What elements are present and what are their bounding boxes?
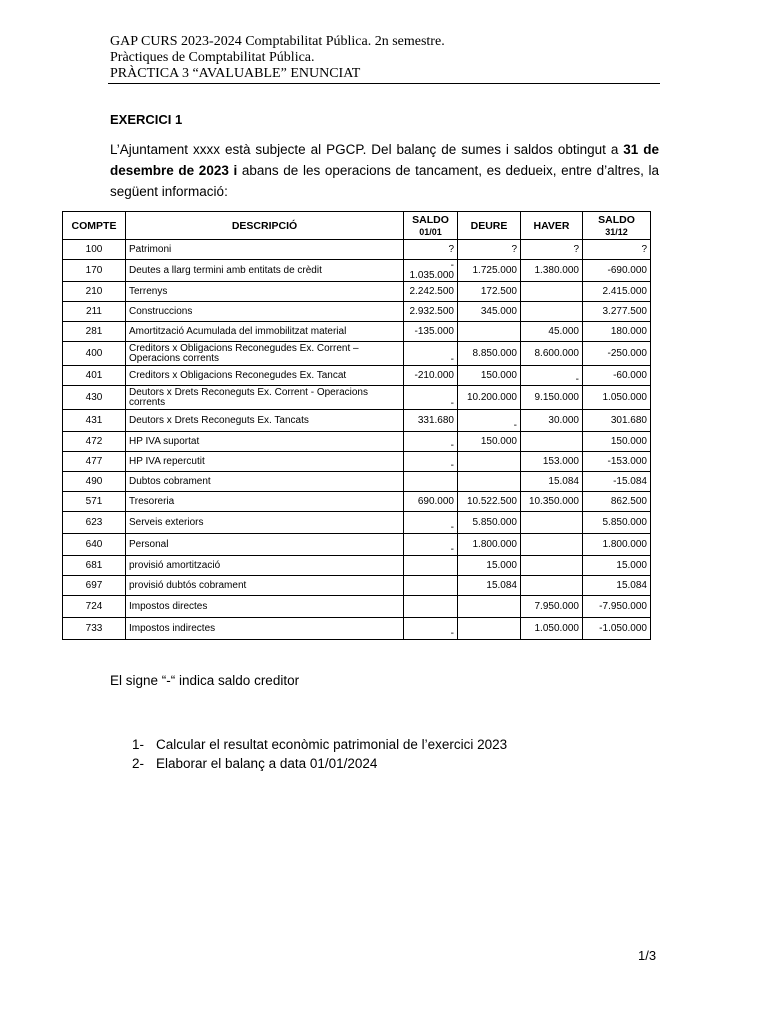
row-haver: 10.350.000 bbox=[521, 492, 583, 512]
row-compte: 472 bbox=[63, 432, 126, 452]
row-saldo-3112: -250.000 bbox=[583, 342, 651, 366]
row-saldo-3112: -60.000 bbox=[583, 366, 651, 386]
row-saldo-3112: 2.415.000 bbox=[583, 282, 651, 302]
row-saldo-0101: - bbox=[404, 342, 458, 366]
row-saldo-3112: 1.050.000 bbox=[583, 386, 651, 410]
table-row bbox=[63, 302, 651, 322]
row-saldo-3112: -153.000 bbox=[583, 452, 651, 472]
header-haver: HAVER bbox=[521, 212, 583, 240]
row-compte: 100 bbox=[63, 240, 126, 260]
row-haver: 30.000 bbox=[521, 410, 583, 432]
row-haver bbox=[521, 576, 583, 596]
row-deure: 5.850.000 bbox=[458, 512, 521, 534]
row-saldo-0101: - bbox=[404, 432, 458, 452]
row-compte: 490 bbox=[63, 472, 126, 492]
table-row bbox=[63, 240, 651, 260]
row-saldo-0101: - bbox=[404, 386, 458, 410]
row-saldo-3112: ? bbox=[583, 240, 651, 260]
row-compte: 623 bbox=[63, 512, 126, 534]
row-saldo-3112: -7.950.000 bbox=[583, 596, 651, 618]
row-haver bbox=[521, 282, 583, 302]
header-saldo-0101 bbox=[404, 212, 458, 240]
intro-paragraph bbox=[110, 139, 659, 202]
row-deure bbox=[458, 322, 521, 342]
header-deure: DEURE bbox=[458, 212, 521, 240]
row-saldo-0101: - bbox=[404, 512, 458, 534]
row-compte: 640 bbox=[63, 534, 126, 556]
row-deure: 345.000 bbox=[458, 302, 521, 322]
row-saldo-0101: 690.000 bbox=[404, 492, 458, 512]
table-row bbox=[63, 472, 651, 492]
table-body bbox=[63, 240, 651, 640]
task-number: 2- bbox=[132, 756, 145, 771]
table-row bbox=[63, 556, 651, 576]
row-compte: 430 bbox=[63, 386, 126, 410]
row-compte: 733 bbox=[63, 618, 126, 640]
sign-note: El signe “-“ indica saldo creditor bbox=[110, 673, 300, 688]
row-deure: 1.800.000 bbox=[458, 534, 521, 556]
row-saldo-3112: 150.000 bbox=[583, 432, 651, 452]
row-descripcio: Tresoreria bbox=[126, 492, 404, 512]
task-item bbox=[132, 735, 507, 754]
row-descripcio: Impostos indirectes bbox=[126, 618, 404, 640]
row-deure: 150.000 bbox=[458, 432, 521, 452]
row-compte: 170 bbox=[63, 260, 126, 282]
row-saldo-3112: -1.050.000 bbox=[583, 618, 651, 640]
header-subject-line: Pràctiques de Comptabilitat Pública. bbox=[110, 50, 315, 65]
table-header-row bbox=[63, 212, 651, 240]
table-row bbox=[63, 386, 651, 410]
page-number: 1/3 bbox=[638, 948, 657, 963]
row-compte: 571 bbox=[63, 492, 126, 512]
document-header bbox=[110, 34, 660, 82]
row-descripcio: Deutors x Drets Reconeguts Ex. Tancats bbox=[126, 410, 404, 432]
row-descripcio: Personal bbox=[126, 534, 404, 556]
row-descripcio: Terrenys bbox=[126, 282, 404, 302]
row-haver: 8.600.000 bbox=[521, 342, 583, 366]
row-deure: 150.000 bbox=[458, 366, 521, 386]
row-saldo-3112: 301.680 bbox=[583, 410, 651, 432]
row-saldo-3112: 1.800.000 bbox=[583, 534, 651, 556]
row-descripcio: Deutes a llarg termini amb entitats de crèdit bbox=[126, 260, 404, 282]
task-text: Elaborar el balanç a data 01/01/2024 bbox=[156, 756, 378, 771]
row-descripcio: Deutors x Drets Reconeguts Ex. Corrent - Operacions corrents bbox=[126, 386, 404, 410]
row-descripcio: HP IVA repercutit bbox=[126, 452, 404, 472]
row-saldo-0101: -135.000 bbox=[404, 322, 458, 342]
row-deure: - bbox=[458, 410, 521, 432]
row-descripcio: Patrimoni bbox=[126, 240, 404, 260]
header-saldo-3112 bbox=[583, 212, 651, 240]
row-deure: 15.000 bbox=[458, 556, 521, 576]
row-deure: 15.084 bbox=[458, 576, 521, 596]
table-row bbox=[63, 282, 651, 302]
row-compte: 697 bbox=[63, 576, 126, 596]
row-deure bbox=[458, 472, 521, 492]
row-haver: 15.084 bbox=[521, 472, 583, 492]
table-row bbox=[63, 492, 651, 512]
row-descripcio: provisió dubtós cobrament bbox=[126, 576, 404, 596]
row-haver: 1.380.000 bbox=[521, 260, 583, 282]
intro-text-part1: L’Ajuntament xxxx està subjecte al PGCP. Del balanç de sumes i saldos obtingut a bbox=[110, 142, 624, 157]
row-saldo-0101: - bbox=[404, 452, 458, 472]
header-practice-line: PRÀCTICA 3 “AVALUABLE” ENUNCIAT bbox=[110, 66, 361, 81]
row-saldo-3112: 180.000 bbox=[583, 322, 651, 342]
row-compte: 281 bbox=[63, 322, 126, 342]
row-compte: 724 bbox=[63, 596, 126, 618]
row-descripcio: Serveis exteriors bbox=[126, 512, 404, 534]
exercise-title: EXERCICI 1 bbox=[110, 112, 183, 127]
row-deure bbox=[458, 452, 521, 472]
table-row bbox=[63, 432, 651, 452]
row-compte: 400 bbox=[63, 342, 126, 366]
row-haver: 1.050.000 bbox=[521, 618, 583, 640]
row-compte: 401 bbox=[63, 366, 126, 386]
row-haver: 9.150.000 bbox=[521, 386, 583, 410]
row-compte: 431 bbox=[63, 410, 126, 432]
row-haver bbox=[521, 302, 583, 322]
row-compte: 211 bbox=[63, 302, 126, 322]
row-saldo-0101: 2.242.500 bbox=[404, 282, 458, 302]
row-haver bbox=[521, 432, 583, 452]
row-saldo-0101 bbox=[404, 576, 458, 596]
task-number: 1- bbox=[132, 737, 145, 752]
header-descripcio: DESCRIPCIÓ bbox=[126, 212, 404, 240]
row-saldo-3112: 3.277.500 bbox=[583, 302, 651, 322]
table-row bbox=[63, 512, 651, 534]
row-saldo-0101: -210.000 bbox=[404, 366, 458, 386]
row-saldo-3112: 15.000 bbox=[583, 556, 651, 576]
row-saldo-3112: -15.084 bbox=[583, 472, 651, 492]
row-haver: ? bbox=[521, 240, 583, 260]
row-deure: 172.500 bbox=[458, 282, 521, 302]
header-compte: COMPTE bbox=[63, 212, 126, 240]
table-row bbox=[63, 596, 651, 618]
row-descripcio: Impostos directes bbox=[126, 596, 404, 618]
header-saldo-0101-date: 01/01 bbox=[419, 226, 442, 237]
row-compte: 477 bbox=[63, 452, 126, 472]
intro-text-part2: abans de les operacions de tancament, es dedueix, entre d’altres, la següent informació: bbox=[110, 163, 659, 199]
row-haver bbox=[521, 534, 583, 556]
row-deure: 1.725.000 bbox=[458, 260, 521, 282]
row-haver bbox=[521, 556, 583, 576]
row-haver: - bbox=[521, 366, 583, 386]
row-compte: 210 bbox=[63, 282, 126, 302]
task-item bbox=[132, 754, 507, 773]
table-row bbox=[63, 342, 651, 366]
header-divider bbox=[108, 83, 660, 84]
row-saldo-3112: 862.500 bbox=[583, 492, 651, 512]
row-descripcio: Construccions bbox=[126, 302, 404, 322]
row-saldo-0101: 2.932.500 bbox=[404, 302, 458, 322]
row-descripcio: Dubtos cobrament bbox=[126, 472, 404, 492]
header-saldo-3112-date: 31/12 bbox=[605, 226, 628, 237]
table-row bbox=[63, 366, 651, 386]
row-saldo-3112: 5.850.000 bbox=[583, 512, 651, 534]
table-row bbox=[63, 534, 651, 556]
table-row bbox=[63, 618, 651, 640]
header-saldo-3112-label: SALDO bbox=[598, 213, 635, 226]
row-saldo-0101: - 1.035.000 bbox=[404, 260, 458, 282]
row-deure: 10.200.000 bbox=[458, 386, 521, 410]
table-row bbox=[63, 576, 651, 596]
task-list bbox=[132, 735, 507, 773]
row-descripcio: Creditors x Obligacions Reconegudes Ex. Corrent – Operacions corrents bbox=[126, 342, 404, 366]
row-deure: 8.850.000 bbox=[458, 342, 521, 366]
row-haver: 45.000 bbox=[521, 322, 583, 342]
table-row bbox=[63, 260, 651, 282]
row-deure: ? bbox=[458, 240, 521, 260]
row-haver: 153.000 bbox=[521, 452, 583, 472]
row-saldo-0101: ? bbox=[404, 240, 458, 260]
row-descripcio: provisió amortització bbox=[126, 556, 404, 576]
row-deure bbox=[458, 618, 521, 640]
row-saldo-0101: 331.680 bbox=[404, 410, 458, 432]
table-row bbox=[63, 322, 651, 342]
table-row bbox=[63, 410, 651, 432]
header-saldo-0101-label: SALDO bbox=[412, 213, 449, 226]
row-saldo-0101: - bbox=[404, 534, 458, 556]
row-saldo-3112: -690.000 bbox=[583, 260, 651, 282]
header-course-line: GAP CURS 2023-2024 Comptabilitat Pública. 2n semestre. bbox=[110, 34, 445, 49]
row-descripcio: HP IVA suportat bbox=[126, 432, 404, 452]
row-saldo-3112: 15.084 bbox=[583, 576, 651, 596]
task-text: Calcular el resultat econòmic patrimonial de l’exercici 2023 bbox=[156, 737, 508, 752]
row-descripcio: Creditors x Obligacions Reconegudes Ex. Tancat bbox=[126, 366, 404, 386]
row-compte: 681 bbox=[63, 556, 126, 576]
row-deure: 10.522.500 bbox=[458, 492, 521, 512]
row-saldo-0101: - bbox=[404, 618, 458, 640]
row-deure bbox=[458, 596, 521, 618]
balance-table bbox=[62, 211, 651, 640]
table-row bbox=[63, 452, 651, 472]
row-haver bbox=[521, 512, 583, 534]
intro-date-bold: 31 de desembre de 2023 i bbox=[110, 142, 659, 178]
row-saldo-0101 bbox=[404, 472, 458, 492]
row-saldo-0101 bbox=[404, 556, 458, 576]
row-haver: 7.950.000 bbox=[521, 596, 583, 618]
row-saldo-0101 bbox=[404, 596, 458, 618]
row-descripcio: Amortització Acumulada del immobilitzat material bbox=[126, 322, 404, 342]
